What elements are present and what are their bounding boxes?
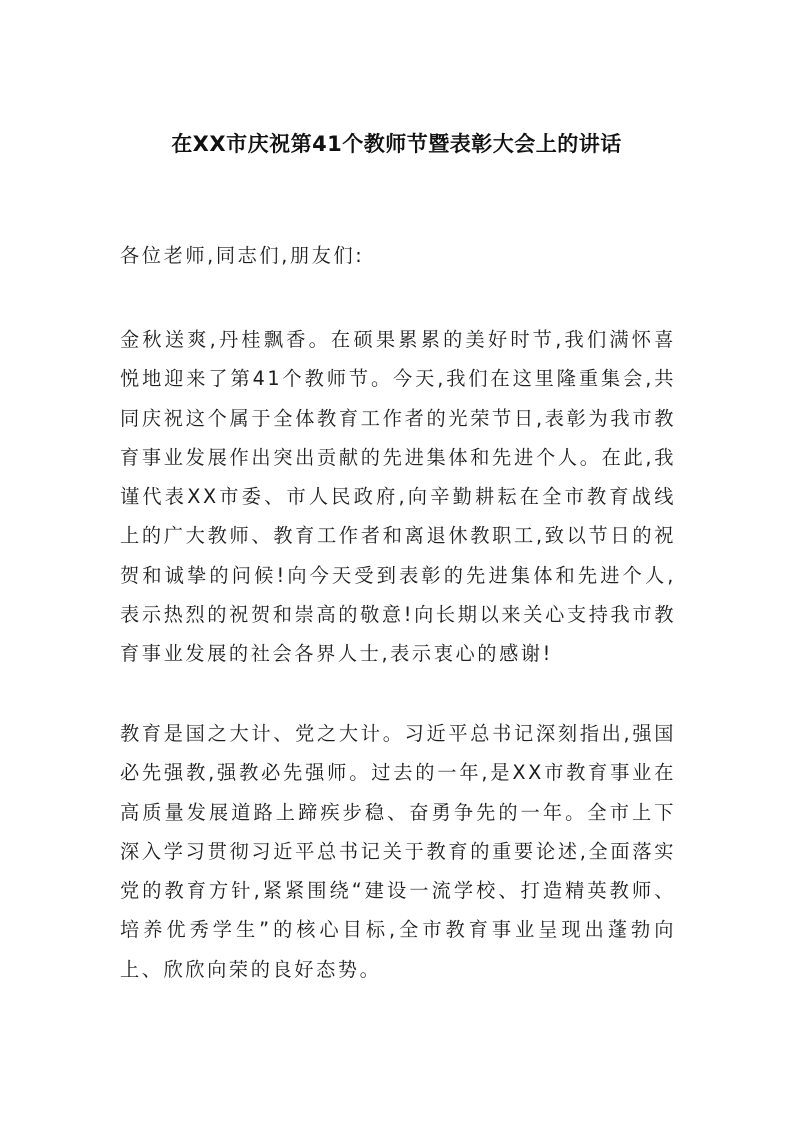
greeting: 各位老师,同志们,朋友们: xyxy=(120,244,365,267)
paragraph-1: 金秋送爽,丹桂飘香。在硕果累累的美好时节,我们满怀喜悦地迎来了第41个教师节。今天,我们在这里隆重集会,共同庆祝这个属于全体教育工作者的光荣节日,表彰为我市教育事业发展作出突出贡献的先进集体和先进个人。在此,我谨代表XX市委、市人民政府,向辛勤耕耘在全市教育战线上的广大教师、教育工作者和离退休教职工,致以节日的祝贺和诚挚的问候!向今天受到表彰的先进集体和先进个人,表示热烈的祝贺和崇高的敬意!向长期以来关心支持我市教育事业发展的社会各界人士,表示衷心的感谢! xyxy=(120,328,676,666)
page-title: 在XX市庆祝第41个教师节暨表彰大会上的讲话 xyxy=(171,132,622,156)
paragraph-2: 教育是国之大计、党之大计。习近平总书记深刻指出,强国必先强教,强教必先强师。过去的一年,是XX市教育事业在高质量发展道路上蹄疾步稳、奋勇争先的一年。全市上下深入学习贯彻习近平总书记关于教育的重要论述,全面落实党的教育方针,紧紧围绕“建设一流学校、打造精英教师、培养优秀学生”的核心目标,全市教育事业呈现出蓬勃向上、欣欣向荣的良好态势。 xyxy=(120,722,676,981)
